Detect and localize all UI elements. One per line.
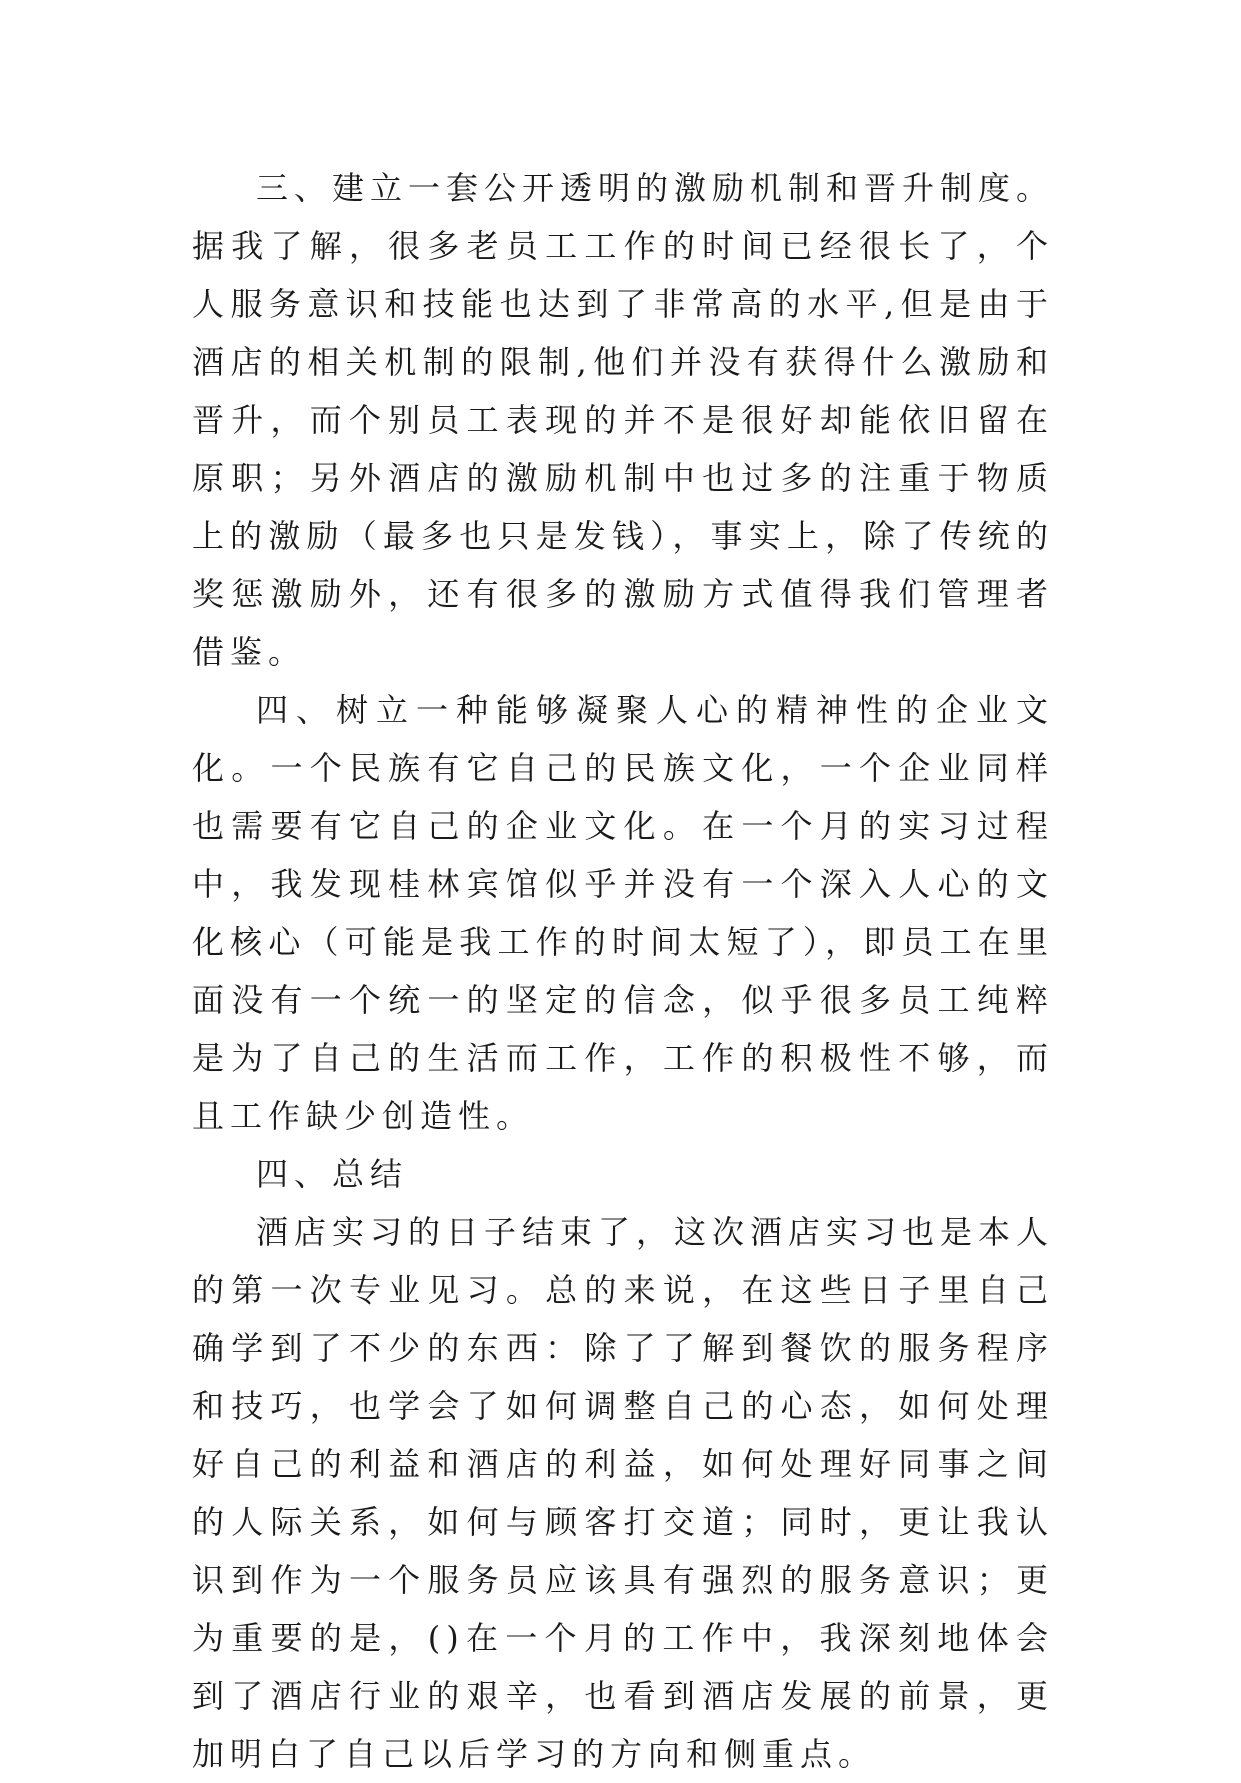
section-heading-summary: 四、总结 xyxy=(256,1155,409,1193)
paragraph-incentive-mechanism: 三、建立一套公开透明的激励机制和晋升制度。据我了解，很多老员工工作的时间已经很长了，个人服务意识和技能也达到了非常高的水平,但是由于酒店的相关机制的限制,他们并没有获得什么激励和晋升，而个别员工表现的并不是很好却能依旧留在原职；另外酒店的激励机制中也过多的注重于物质上的激励（最多也只是发钱），事实上，除了传统的奖惩激励外，还有很多的激励方式值得我们管理者借鉴。 xyxy=(192,169,1055,671)
paragraph-summary: 酒店实习的日子结束了，这次酒店实习也是本人的第一次专业见习。总的来说，在这些日子里自己确学到了不少的东西：除了了解到餐饮的服务程序和技巧，也学会了如何调整自己的心态，如何处理好自己的利益和酒店的利益，如何处理好同事之间的人际关系，如何与顾客打交道；同时，更让我认识到作为一个服务员应该具有强烈的服务意识；更为重要的是，()在一个月的工作中，我深刻地体会到了酒店行业的艰辛，也看到酒店发展的前景，更加明白了自己以后学习的方向和侧重点。 xyxy=(192,1213,1055,1773)
paragraph-corporate-culture: 四、树立一种能够凝聚人心的精神性的企业文化。一个民族有它自己的民族文化，一个企业同样也需要有它自己的企业文化。在一个月的实习过程中，我发现桂林宾馆似乎并没有一个深入人心的文化核心（可能是我工作的时间太短了），即员工在里面没有一个统一的坚定的信念，似乎很多员工纯粹是为了自己的生活而工作，工作的积极性不够，而且工作缺少创造性。 xyxy=(192,691,1054,1135)
document-body xyxy=(192,159,1054,1783)
